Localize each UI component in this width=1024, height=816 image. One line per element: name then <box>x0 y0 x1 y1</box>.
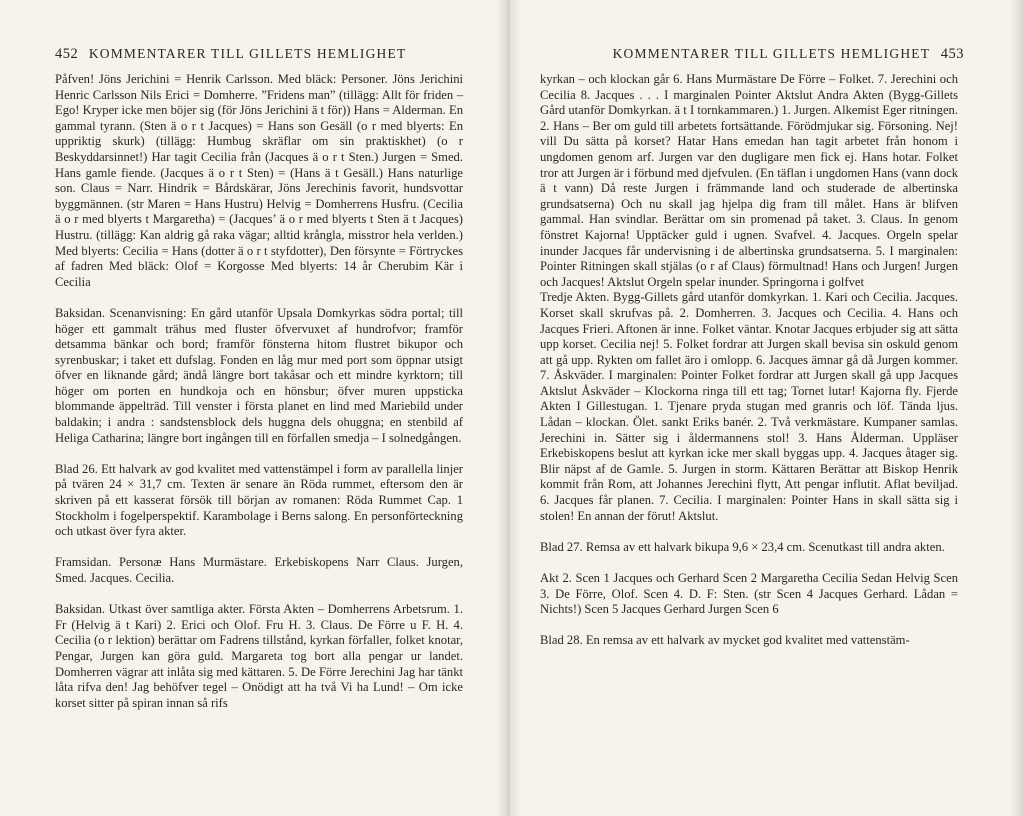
paragraph-blad-26: Blad 26. Ett halvark av god kvalitet med vattenstämpel i form av parallella linjer på tvären 24 × 31,7 cm. Texten är senare än Röda rummet, eftersom den är skriven på ett kasserat försök till början av romanen: Röda Rummet Cap. 1 Stockholm i fogelperspektif. Karambolage i Berns salong. En personförteckning och utkast över fyra akter. <box>55 461 463 539</box>
paragraph-andra-akten: kyrkan – och klockan går 6. Hans Murmästare De Förre – Folket. 7. Jerechini och Cecilia 8. Jacques . . . I marginalen Pointer Aktslut Andra Akten (Bygg-Gillets Gård utanför Domkyrkan. ä t I tornkammaren.) 1. Jurgen. Alkemist Eger ritningen. 2. Hans – Ber om guld till arbetets fortsättande. Förödmjukar sig. Försoning. Nej! vill Du sätta på korset? Hatar Hans emedan han tagit arbetet från honom i ungdomen genom arf. Jurgen var den dugligare men fick ej. Hans hotar. Folket tror att Jurgen är i förbund med djefvulen. (En täflan i ungdomen Hans (vann dock ä t vann) Då reste Jurgen i främmande land och studerade de albertinska grundsatserna) Och nu skall jag hjelpa dig fram till målet. Hans är blifven gammal. Han svindlar. Berättar om sin promenad på taket. 3. Claus. In genom fönstret Kajorna! Upptäcker guld i ugnen. Svafvel. 4. Jacques. Orgeln spelar inunder Jacques får undervisning i de albertinska grundsatserna. 5. I marginalen: Pointer Ritningen skall stjälas (o r af Claus) förmultnad! Hans och Jurgen! Jurgen och Jacques! Aktslut Orgeln spelar inunder. Springorna i golfvet <box>540 72 958 289</box>
text-column-left <box>55 72 463 727</box>
running-head-right: KOMMENTARER TILL GILLETS HEMLIGHET <box>612 46 931 61</box>
paragraph-scenanvisning: Baksidan. Scenanvisning: En gård utanför Upsala Domkyrkas södra portal; till höger ett gammalt trähus med fluster öfvervuxet af hundrofvor; framför detsamma bänkar och bord; framför fönsterna hitom flustret bikupor och syrenbuskar; i taket ett dufslag. Fonden en låg mur med port som öppnar utsigt öfver en liknande gård; ändå längre bort takåsar och ett mindre kyrktorn; till höger om porten en hundkoja och en hönsbur; öfver muren uppsticka blommande äppelträd. Till venster i första planet en lind med Mariebild under baldakin; i andra : sandstensblock dels huggna dels ohuggna; en stenbild af Heliga Catharina; längre bort ingången till en förfallen smedja – I solnedgången. <box>55 305 463 445</box>
paragraph-personer: Påfven! Jöns Jerichini = Henrik Carlsson. Med bläck: Personer. Jöns Jerichini Henric Carlsson Nils Erici = Domherre. ”Fridens man” (tillägg: Allt för friden – Ego! Kryper icke men böjer sig (för Jöns Jerichini ä t för)) Hans = Alderman. En gammal tyrann. (Sten ä o r t Jacques) = Hans son Gesäll (o r med blyerts: En uppriktig skurk) (tillägg: Humbug skräflar om sin praktiskhet) (o r Beskyddarsinnet!) Har tagit Cecilia från (Jacques ä o r t Sten.) Jurgen = Smed. Hans gamle fiende. (Jacques ä o r t Sten) = (Hans ä t Gesäll.) Hans naturlige son. Claus = Narr. Hindrik = Bårdskärar, Jöns Jerechinis favorit, hundsvottar byggmännen. (str Maren = Hans Hustru) Helvig = Domherrens Husfru. (Cecilia ä o r med blyerts t Margaretha) = (Jacques’ ä o r med blyerts t Sten ä t Jacques) Hustru. (tillägg: Kan aldrig gå raka vägar; alltid krångla, misstror hela verlden.) Med blyerts: Cecilia = Hans (dotter ä o r t styfdotter), Den försynte = Förtryckes af fadren Med bläck: Olof = Korgosse Med blyerts: 14 år Cherubim Kär i Cecilia <box>55 72 463 289</box>
paragraph-baksidan-utkast: Baksidan. Utkast över samtliga akter. Första Akten – Domherrens Arbetsrum. 1. Fr (Helvig ä t Kari) 2. Erici och Olof. Fru H. 3. Claus. De Förre u F. H. 4. Cecilia (o r lektion) berättar om Fadrens tillstånd, kyrkan förfaller, folket knotar, Pengar, Jurgen kan göra guld. Margareta tog bort alla pengar ur landet. Domherren vägrar att inlåta sig med kättaren. 5. De Förre Jerechini Jag har tänkt låta rifva den! Jag behöfver tegel – Onödigt att ha två Vi ha Lund! – Om icke korset sitter på spiran innan så rifs <box>55 602 463 710</box>
paragraph-tredje-fjerde-akten: Tredje Akten. Bygg-Gillets gård utanför domkyrkan. 1. Kari och Cecilia. Jacques. Korset skall skrufvas på. 2. Domherren. 3. Jacques och Cecilia. 4. Hans och Jacques Frieri. Aftonen är inne. Folket väntar. Knotar Jacques erbjuder sig att sätta upp korset. Cecilia nej! 5. Folket fordrar att Jurgen skall bevisa sin oskuld genom att gå upp. Rykten om fallet äro i omlopp. 6. Jacques ämnar gå då Jurgen kommer. 7. Åskväder. I marginalen: Pointer Folket fordrar att Jurgen skall gå upp Jacques Aktslut Åskväder – Klockorna ringa till ett tag; Tornet lutar! Kajorna fly. Fjerde Akten I Gillestugan. 1. Tjenare pryda stugan med granris och löf. Tända ljus. Lådan – klockan. Ölet. sankt Eriks banér. 2. Två verkmästare. Kumpaner samlas. Jerechini in. Sätter sig i åldermannens stol! 3. Hans Ålderman. Uppläser Erkebiskopens beslut att kyrkan icke mer skall byggas upp. 4. Jacques åtager sig. Blir näpst af de Gamle. 5. Jurgen in storm. Kättaren Berättar att Biskop Henrik kommit från Rom, att Johannes Jerechini flytt, Att pengar influtit. Aflat beviljad. 6. Jacques får planen. 7. Cecilia. I marginalen: Pointer Hans in skall sätta sig i stolen! En annan der förut! Aktslut. <box>540 290 958 523</box>
paragraph-blad-27: Blad 27. Remsa av ett halvark bikupa 9,6 × 23,4 cm. Scenutkast till andra akten. <box>540 539 945 554</box>
page-number-right: 453 <box>940 46 964 62</box>
page-number-left: 452 <box>55 46 79 62</box>
paragraph-framsidan: Framsidan. Personæ Hans Murmästare. Erkebiskopens Narr Claus. Jurgen, Smed. Jacques. Cecilia. <box>55 555 463 585</box>
left-page <box>0 0 508 816</box>
text-column-right <box>540 72 958 665</box>
running-header-left <box>55 46 406 63</box>
running-header-right <box>613 46 964 63</box>
paragraph-blad-28: Blad 28. En remsa av ett halvark av mycket god kvalitet med vattenstäm- <box>540 633 910 648</box>
paragraph-akt-2-scener: Akt 2. Scen 1 Jacques och Gerhard Scen 2 Margaretha Cecilia Sedan Helvig Scen 3. De Förre, Olof. Scen 4. D. F: Sten. (str Scen 4 Jacques Gerhard. Lådan = Nichts!) Scen 5 Jacques Gerhard Jurgen Scen 6 <box>540 571 958 617</box>
page-edge-shadow <box>1010 0 1024 816</box>
running-head-left: KOMMENTARER TILL GILLETS HEMLIGHET <box>88 46 407 61</box>
right-page <box>508 0 1024 816</box>
book-gutter <box>496 0 520 816</box>
